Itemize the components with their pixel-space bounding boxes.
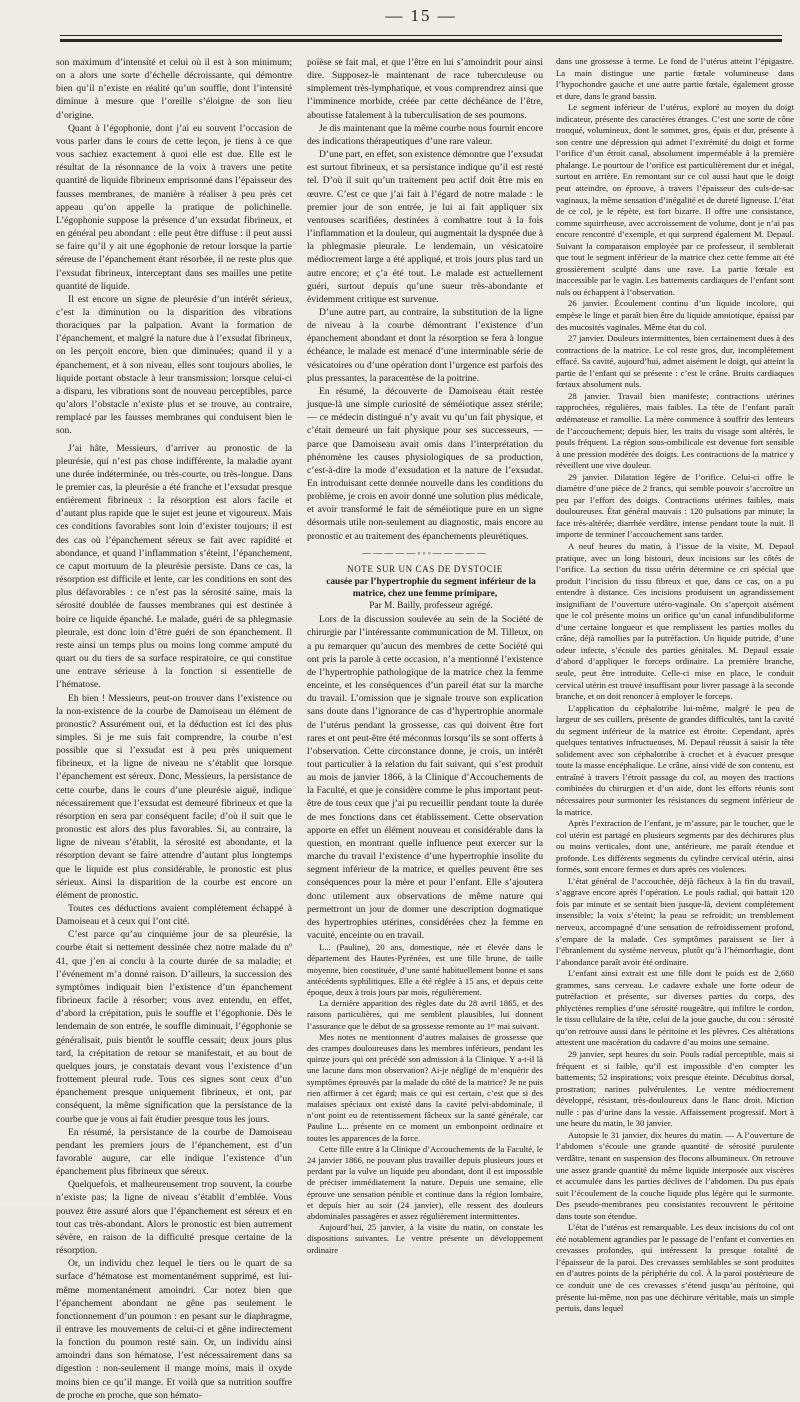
paragraph: L’état général de l’accouchée, déjà fâcheux à la fin du travail, s’aggrave encore après l’opération. Le pouls radial, qui battait 120 fois par minute et se sentait bien jusque-là, devient complétement insensible; la voix s’éteint; la peau se refroidit; un tremblement nerveux, accompagné d’une sensation de refroidissement profond, s’empare de la malade. Ces symptômes paraissent se lier à l’ébranlement du système nerveux, plutôt qu’à l’hémorrhagie, dont l’abondance paraît avoir été ordinaire. — [556, 875, 794, 967]
paragraph: 27 janvier. Douleurs intermittentes, bien certainement dues à des contractions de la matrice. Le col reste gros, dur, incomplétement effacé. Sa cavité, aujourd’hui, admet aisément le doigt, qui atteint la partie de l’enfant qui se présente : c’est le crâne. Bruits cardiaques fœtaux absolument nuls. — [556, 333, 794, 390]
paragraph: Cette fille entre à la Clinique d’Accouchements de la Faculté, le 24 janvier 1866, ne pouvant plus travailler depuis plusieurs jours et perdant par la vulve un liquide peu abondant, dont il est impossible de préciser immédiatement la nature. Depuis une semaine, elle éprouve une sensation pénible et continue dans la région lombaire, et depuis hier au soir (24 janvier), elle ressent des douleurs abdominales passagères et assez régulièrement intermittentes. — [307, 1143, 543, 1222]
text-column-middle — [307, 56, 543, 1255]
article-subtitle: causée par l’hypertrophie du segment inférieur de la matrice, chez une femme primipare, — [326, 577, 536, 600]
paragraph: 26 janvier. Écoulement continu d’un liquide incolore, qui empèse le linge et paraît bien être du liquide amniotique, épaissi par des mucosités vaginales. Même état du col. — [556, 298, 794, 332]
paragraph: Eh bien ! Messieurs, peut-on trouver dans l’existence ou la non-existence de la courbe de Damoiseau un élément de pronostic? Assurément oui, et la déduction est ici des plus simples. Si je me suis fait comprendre, la courbe n’est possible que si l’exsudat est à peu près uniquement fibrineux, et la ligne de niveau ne s’établit que lorsque l’épanchement est séreux. Donc, Messieurs, la persistance de cette courbe, dans le cours d’une pleurésie aiguë, indique nécessairement que l’exsudat est demeuré fibrineux et que la résorption en sera par conséquent facile; d’où il suit que le pronostic est alors des plus favorables. Si, au contraire, la ligne de niveau s’établit, la sérosité est abondante, et la résorption devant se faire attendre d’autant plus longtemps que le liquide est plus considérable, le pronostic est plus sérieux. Ainsi la disparition de la courbe est encore un élément de pronostic. — [56, 692, 292, 901]
paragraph: C’est parce qu’au cinquième jour de sa pleurésie, la courbe était si nettement dessinée chez notre malade du nº 41, que j’en ai conclu à la courte durée de sa maladie; et l’événement m’a donné raison. D’ailleurs, la succession des symptômes indiquait bien l’existence d’un épanchement fibrineux facile à résorber; vous avez entendu, en effet, d’abord la crépitation, puis le souffle et l’égophonie. Dès le lendemain de son entrée, le souffle diminuait, l’égophonie se généralisait, puis bientôt le souffle cessait; deux jours plus tard, la crépitation de retour se manifestait, et au bout de quelques jours, je constatais devant vous l’existence d’un frottement pleural rude. Tous ces signes sont ceux d’un épanchement presque uniquement fibrineux, et ont, par conséquent, la même signification que la persistance de la courbe que je vous ai fait étudier presque tous les jours. — [56, 929, 292, 1125]
paragraph: Quelquefois, et malheureusement trop souvent, la courbe n’existe pas; la ligne de niveau s’établit d’emblée. Vous pouvez être assuré alors que l’épanchement est séreux et en tout cas très-abondant. Alors le pronostic est bien autrement sévère, en raison de la difficulté presque certaine de la résorption. — [56, 1179, 292, 1257]
text-column-left — [56, 56, 292, 1401]
paragraph: poïèse se fait mal, et que l’être en lui s’amoindrit pour ainsi dire. Supposez-le maintenant de race tuberculeuse ou simplement très-lymphatique, et vous comprendrez ainsi que l’imminence morbide, créée par cette déchéance de l’être, aboutisse fatalement à la tuberculisation de ses poumons. — [307, 57, 543, 121]
article-title: NOTE SUR UN CAS DE DYSTOCIE — [347, 563, 503, 574]
paragraph: La dernière apparition des règles date du 28 avril 1865, et des raisons particulières, qui me semblent plausibles, lui donnent l’assurance que le début de sa grossesse remonte au 1ᵉʳ mai suivant. — [307, 998, 543, 1031]
paragraph: 29 janvier, sept heures du soir. Pouls radial perceptible, mais si fréquent et si faible, qu’il est impossible d’en compter les battements; 52 inspirations; voix presque éteinte. Décubitus dorsal, prostration; narines pulvérulentes. Le ventre médiocrement développé, résistant, très-douloureux dans le flanc droit. Miction nulle : pas d’urine dans la vessie. Affaissement progressif. Mort à une heure du matin, le 30 janvier. — [556, 1049, 794, 1129]
page-number: — 15 — — [385, 6, 457, 25]
paragraph: Il est encore un signe de pleurésie d’un intérêt sérieux, c’est la diminution ou la disparition des vibrations thoraciques par la palpation. Avant la formation de l’épanchement, et malgré la nature due à l’exsudat fibrineux, on les perçoit encore, bien que diminuées; quand il y a épanchement, et à son niveau, elles sont toujours abolies, le liquide portant obstacle à leur transmission; lorsque celui-ci a disparu, les vibrations sont de nouveau perceptibles, parce qu’alors l’obstacle n’existe plus et se trouve, au contraire, remplacé par les fausses membranes qui conduisent bien le son. — [56, 293, 292, 437]
paragraph: Après l’extraction de l’enfant, je m’assure, par le toucher, que le col utérin est partagé en plusieurs segments par des déchirures plus ou moins verticales, dont une, antérieure, me paraît étendue et profonde. Les différents segments du cylindre cervical utérin, ainsi formés, sont encore fermes et durs après ces violences. — [556, 818, 794, 875]
header-rule-thin — [60, 35, 782, 36]
text-column-right — [556, 56, 794, 1314]
paragraph: En résumé, la persistance de la courbe de Damoiseau pendant les premiers jours de l’épanchement, est d’un favorable augure, car elle indique l’existence d’un épanchement plus fibrineux que séreux. — [56, 1126, 292, 1178]
paragraph: dans une grossesse à terme. Le fond de l’utérus atteint l’épigastre. La main distingue une partie fœtale volumineuse dans l’hypochondre gauche et une autre partie fœtale, également grosse et dure, dans le grand bassin. — [556, 56, 794, 101]
header-rule-thick — [60, 39, 782, 42]
paragraph: Le segment inférieur de l’utérus, exploré au moyen du doigt indicateur, présente des caractères étranges. C’est une sorte de cône tronqué, volumineux, dont le sommet, gros, épais et dur, présente à son centre une dépression qui admet l’extrémité du doigt et forme l’orifice d’un étroit canal, absolument imperméable à la première phalange. Le pourtour de l’orifice est particulièrement dur et inégal, surtout en arrière. En remontant sur ce col aussi haut que le doigt peut atteindre, on éprouve, à travers l’épaisseur des culs-de-sac vaginaux, la même sensation d’inégalité et de dureté ligneuse. L’état de ce col, je le répète, est fort bizarre. Il offre une consistance, comme squirrheuse, avec accroissement de volume, dont je n’ai pas encore rencontré d’exemple, et qui surprend également M. Depaul. Suivant la comparaison employée par ce professeur, il semblerait que tout le segment inférieur de la matrice chez cette femme ait été grossièrement sculpté dans une rave. La partie fœtale est inaccessible par le vagin. Les battements cardiaques de l’enfant sont nuls ou échappent à l’observation. — [556, 102, 794, 297]
paragraph: L’application du céphalotribe lui-même, malgré le peu de largeur de ses cuillers, présente de grandes difficultés, tant la cavité du segment inférieur de la matrice est étroite. Cependant, après quelques tentatives infructueuses, M. Depaul réussit à saisir la tête solidement avec son céphalotribe à crochet et à évacuer presque toute la masse encéphalique. Le crâne, ainsi vidé de son contenu, est entraîné à travers l’étroit passage du col, au moyen des tractions combinées du chirurgien et d’un aide, dont les efforts réunis sont nécessaires pour surmonter les résistances du segment inférieur de la matrice. — [556, 702, 794, 817]
paragraph: 29 janvier. Dilatation légère de l’orifice. Celui-ci offre le diamètre d’une pièce de 2 francs, qui semble pouvoir s’accroître un peu par l’effort des doigts. Contractions utérines faibles, mais douloureuses. État général mauvais : 120 pulsations par minute; la face très-altérée; diarrhée verdâtre, intense pendant toute la nuit. Il importe de terminer l’accouchement sans tarder. — [556, 471, 794, 540]
paragraph: Je dis maintenant que la même courbe nous fournit encore des indications thérapeutiques d’une rare valeur. — [307, 122, 543, 147]
paragraph: L’état de l’utérus est remarquable. Les deux incisions du col ont été notablement agrandies par le passage de l’enfant et converties en crevasses profondes, qui intéressent la presque totalité de l’épaisseur de la paroi. Des crevasses semblables se sont produites en d’autres points de la périphérie du col. À la paroi postérieure de ce conduit une de ces crevasses s’étend jusqu’au péritoine, qui présente lui-même, non pas une déchirure véritable, mais un simple pertuis, dans lequel — [556, 1222, 794, 1314]
paragraph: son maximum d’intensité et celui où il est à son minimum; on a alors une sorte d’échelle décroissante, qui démontre bien qu’il n’existe en réalité qu’un souffle, dont l’intensité diminue à mesure que l’oreille s’éloigne de son lieu d’origine. — [56, 57, 292, 121]
paragraph: Or, un individu chez lequel le tiers ou le quart de sa surface d’hématose est momentanément supprimé, est lui-même momentanément amoindri. Car notez bien que l’épanchement abondant ne gêne pas seulement le fonctionnement d’un poumon : en pesant sur le diaphragme, il entrave les mouvements de celui-ci et gêne indirectement la fonction du poumon resté sain. Or, un individu ainsi amoindri dans son hématose, l’est nécessairement dans sa digestion : non-seulement il mange moins, mais il oxyde moins bien ce qu’il mange. Et voilà que sa nutrition souffre de proche en proche, que son hémato- — [56, 1258, 292, 1401]
paragraph: En résumé, la découverte de Damoiseau était restée jusque-là une simple curiosité de séméiotique assez stérile; — ce médecin distingué n’y avait vu qu’un fait physique, et c’était demeuré un fait physique pour ses successeurs, — parce que Damoiseau avait omis dans l’interprétation du phénomène les causes physiologiques de sa production, c’est-à-dire la mode d’exsudation et la nature de l’exsudat. En introduisant cette donnée nouvelle dans les conditions du problème, je crois en avoir donné une solution plus médicale, et avoir transformé le fait de séméiotique pure en un signe désormais utile non-seulement au diagnostic, mais encore au pronostic et au traitement des épanchements pleurétiques. — [307, 385, 543, 542]
paragraph: Quant à l’égophonie, dont j’ai eu souvent l’occasion de vous parler dans le cours de cette leçon, je tiens à ce que vous sachiez exactement à quoi elle est due. Elle est le résultat de la résonnance de la voix à travers une petite quantité de liquide fibrineux emprisonné dans l’épaisseur des fausses membranes, de manière à réaliser à peu près cet appeau qu’on appelle la pratique de polichinelle. L’égophonie suppose la présence d’un exsudat fibrineux, et en général peu abondant : elle peut être diffuse : il peut aussi se faire qu’il y ait une égophonie de retour lorsque la partie séreuse de l’épanchement étant résorbée, il ne reste plus que l’exsudat fibrineux, interceptant dans ses mailles une petite quantité de liquide. — [56, 122, 292, 292]
paragraph: L... (Pauline), 20 ans, domestique, née et élevée dans le département des Hautes-Pyrénées, est une fille brune, de taille moyenne, bien constituée, d’une santé habituellement bonne et sans antécédents syphilitiques. Elle a été réglée à 15 ans, et depuis cette époque, deux à trois jours par mois, régulièrement. — [307, 942, 543, 997]
paragraph: J’ai hâte, Messieurs, d’arriver au pronostic de la pleurésie, qui n’est pas chose indifférente, la maladie ayant une durée indéterminée, ou très-courte, ou très-longue. Dans le premier cas, la pleurésie a été franche et l’exsudat presque entièrement fibrineux : la résorption est alors facile et d’autant plus rapide que le sujet est jeune et vigoureux. Mais ces conditions favorables sont loin d’exister toujours; il est des cas où l’épanchement séreux se fait avec rapidité et abondance, et quand l’inflammation s’éteint, l’épanchement, ce caput mortuum de la pleurésie persiste. Dans ce cas, la résorption est difficile et lente, car les conditions en sont des plus défavorables : ce n’est pas la sérosité saine, mais la sérosité doublée de fausses membranes qui est destinée à boire ce liquide épanché. Le malade, guéri de sa phlegmasie pleurale, est donc loin d’être guéri de son épanchement. Il reste ainsi un temps plus ou moins long comme amputé du quart ou du tiers de sa surface respiratoire, ce qui constitue une entrave sérieuse à la fonction si essentielle de l’hématose. — [56, 442, 292, 691]
paragraph: A neuf heures du matin, à l’issue de la visite, M. Depaul pratique, avec un long bistouri, deux incisions sur les côtés de l’orifice. La section du tissu utérin détermine ce cri spécial que produit l’incision du tissu fibreux et que, dans ce cas, on a pu entendre à distance. Ces incisions produisent un agrandissement insignifiant de l’ouverture utéro-vaginale. On s’aperçoit aisément que le col présente moins un orifice qu’un canal infundibuliforme d’une certaine longueur et que remplissent les parties molles du crâne, déjà ramollies par la putréfaction. Un liquide putride, d’une odeur infecte, s’écoule des parties génitales. M. Depaul essaie d’abord d’appliquer le forceps ordinaire. La première branche, seule, peut être introduite. Celle-ci mise en place, le conduit cervical utérin est trouvé insuffisant pour livrer passage à la seconde branche, et on doit renoncer à employer le forceps. — [556, 540, 794, 702]
section-separator: —————◦◦◦————— — [362, 547, 488, 558]
paragraph: Autopsie le 31 janvier, dix heures du matin. — A l’ouverture de l’abdomen s’écoule une grande quantité de sérosité purulente verdâtre, tenant en suspension des flocons albumineux. On retrouve une assez grande quantité du même liquide interposée aux viscères et accumulée dans les parties déclives de l’abdomen. Du pus épais suit l’écoulement de la couche liquide plus légère qui le surmonte. Des pseudo-membranes peu consistantes recouvrent le péritoine dans toute son étendue. — [556, 1129, 794, 1221]
paragraph: 28 janvier. Travail bien manifeste; contractions utérines rapprochées, régulières, mais faibles. La tête de l’enfant paraît œdémateuse et ramollie. La mère commence à souffrir des lenteurs de l’accouchement; depuis hier, les traits du visage sont altérés, le pouls fréquent. La région sous-ombilicale est devenue fort sensible à une pression modérée des doigts. Les contractions de la matrice y réveillent une vive douleur. — [556, 390, 794, 471]
paragraph: Toutes ces déductions avaient complétement échappé à Damoiseau et à ceux qui l’ont cité. — [56, 903, 292, 928]
page-header — [60, 6, 782, 50]
paragraph: Lors de la discussion soulevée au sein de la Société de chirurgie par l’intéressante communication de M. Tilleux, on a pu remarquer qu’aucun des membres de cette Société qui ont pris la parole à cette occasion, n’a mentionné l’existence de l’hypertrophie pathologique de la matrice chez la femme enceinte, et les conséquences d’un pareil état sur la marche du travail. L’omission que je signale trouve son explication sans doute dans l’ignorance de cas d’hypertrophie anormale de l’utérus pendant la grossesse, cas qui doivent être fort rares et ont peut-être été méconnus lorsqu’ils se sont offerts à l’observation. Cette circonstance donne, je crois, un intérêt tout particulier à la relation du fait suivant, qui s’est produit au mois de janvier 1866, à la Clinique d’Accouchements de la Faculté, et que je considère comme le plus important peut-être de tous ceux que j’ai pu recueillir pendant toute la durée de mes fonctions dans cet établissement. Cette observation apporte en effet un élément nouveau et considérable dans la question, en montrant quelle influence peut exercer sur la marche du travail l’existence d’une hypertrophie insolite du segment inférieur de la matrice, et quelles peuvent être ses conséquences pour la mère et pour l’enfant. Elle s’ajoutera donc utilement aux observations de même nature qui permettront un jour de donner une description dogmatique des hypertrophies utérines, considérées chez la femme en vacuité, enceinte ou en travail. — [307, 614, 543, 941]
paragraph: L’enfant ainsi extrait est une fille dont le poids est de 2,660 grammes, sans cerveau. Le cadavre exhale une forte odeur de putréfaction et présente, sur diverses parties du corps, des phlyctènes remplies d’une sérosité rougeâtre, qui infiltre le cordon, le tissu cellulaire de la tête, celui de la joue gauche, du cou : sérosité qu’on retrouve aussi dans le péritoine et les plèvres. Ces altérations attestent une macération du cadavre d’au moins une semaine. — [556, 968, 794, 1048]
paragraph: Mes notes ne mentionnent d’autres malaises de grossesse que des crampes douloureuses dans les membres inférieurs, pendant les quinze jours qui ont précédé son admission à la Clinique. Y a-t-il là une lacune dans mon observation? Ai-je négligé de m’enquérir des symptômes éprouvés par la malade du côté de la matrice? Je ne puis rien affirmer à cet égard; mais ce qui est certain, c’est que si des malaises spéciaux ont existé dans la cavité pelvi-abdominale, il n’ont point eu de retentissement fâcheux sur la santé générale, car Pauline L... présente en ce moment un embonpoint ordinaire et toutes les apparences de la force. — [307, 1031, 543, 1143]
paragraph: D’une autre part, au contraire, la substitution de la ligne de niveau à la courbe démontrant l’existence d’un épanchement abondant et dont la résorption se fera à longue échéance, le malade est menacé d’une interminable série de vésicatoires ou d’une opération dont l’urgence est parfois des plus pressantes, la paracentèse de la poitrine. — [307, 306, 543, 384]
paragraph: Aujourd’hui, 25 janvier, à la visite du matin, on constate les dispositions suivantes. Le ventre présente un développement ordinaire — [307, 1222, 543, 1255]
paragraph: D’une part, en effet, son existence démontre que l’exsudat est surtout fibrineux, et sa persistance indique qu’il est resté tel. D’où il suit qu’un traitement peu actif doit être mis en œuvre. C’est ce que j’ai fait à l’égard de notre malade : le premier jour de son entrée, je lui ai fait appliquer six ventouses scarifiées, destinées à combattre tout à la fois l’inflammation et la douleur, qui augmentait la dyspnée due à la phlegmasie pleurale. Le lendemain, un vésicatoire médiocrement large a été appliqué, et trois jours plus tard un autre encore; et ç’a été tout. Le malade est actuellement guéri, surtout depuis qu’une sueur très-abondante et évidemment critique est survenue. — [307, 149, 543, 305]
article-byline: Par M. Bailly, professeur agrégé. — [369, 601, 493, 612]
